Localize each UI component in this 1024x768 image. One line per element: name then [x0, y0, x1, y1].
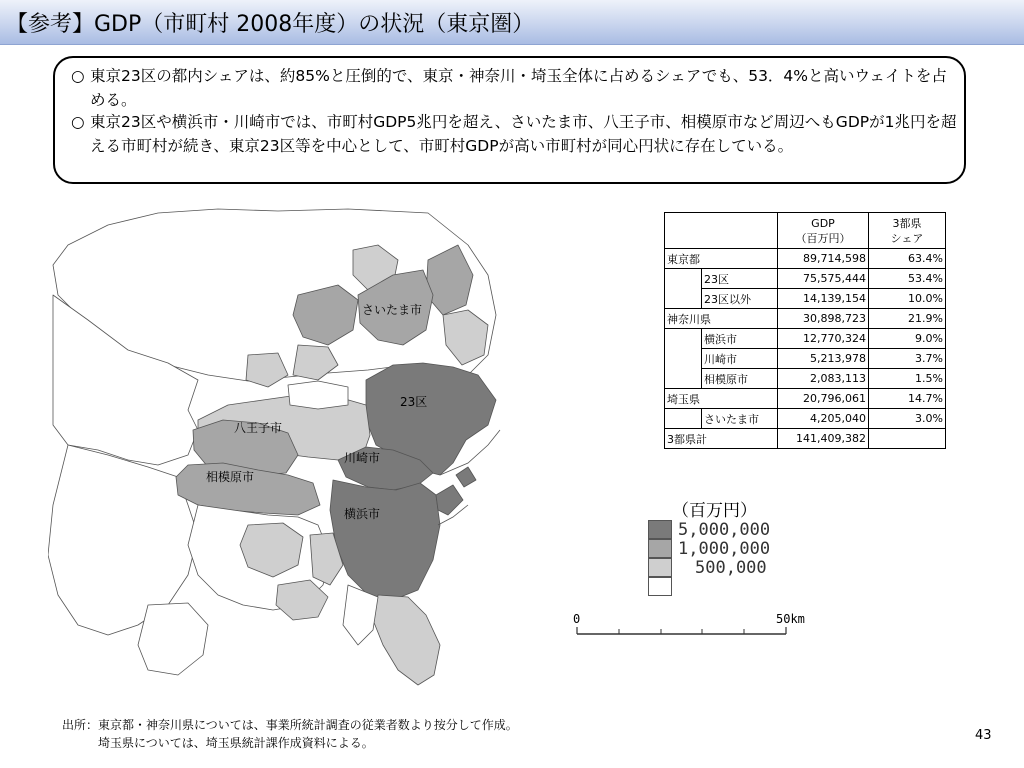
map-label-kawasaki: 川崎市 — [344, 451, 381, 465]
table-cell-gdp: 89,714,598 — [778, 249, 869, 269]
map-region — [373, 595, 440, 685]
table-cell-name: 神奈川県 — [665, 309, 778, 329]
table-cell-name: 相模原市 — [702, 369, 778, 389]
table-indent — [665, 349, 702, 369]
table-cell-name: 23区 — [702, 269, 778, 289]
table-cell-gdp: 14,139,154 — [778, 289, 869, 309]
table-cell-gdp: 30,898,723 — [778, 309, 869, 329]
table-indent — [665, 409, 702, 429]
table-header-blank — [665, 213, 778, 249]
source-line-1: 出所：東京都・神奈川県については、事業所統計調査の従業者数より按分して作成。 — [62, 718, 518, 732]
table-row — [665, 329, 946, 349]
map-legend — [648, 496, 808, 606]
table-cell-name: 東京都 — [665, 249, 778, 269]
table-row — [665, 429, 946, 449]
table-cell-share: 3.0% — [869, 409, 946, 429]
table-cell-gdp: 20,796,061 — [778, 389, 869, 409]
legend-swatch — [648, 577, 672, 596]
legend-swatch — [648, 539, 672, 558]
table-header-gdp — [778, 213, 869, 249]
scale-bar-graphic — [570, 612, 820, 640]
map-label-hachioji: 八王子市 — [234, 421, 283, 435]
bullet-mark: ○ — [71, 113, 85, 131]
table-cell-share: 1.5% — [869, 369, 946, 389]
scale-start: 0 — [573, 612, 581, 626]
table-cell-share: 10.0% — [869, 289, 946, 309]
table-cell-name: 埼玉県 — [665, 389, 778, 409]
map-label-sagamihara: 相模原市 — [206, 470, 255, 484]
table-cell-name: 23区以外 — [702, 289, 778, 309]
map-region — [436, 485, 463, 515]
summary-bullet-2 — [71, 110, 957, 158]
legend-value: 500,000 — [695, 558, 767, 578]
table-header-share — [869, 213, 946, 249]
table-cell-name: さいたま市 — [702, 409, 778, 429]
map-region — [288, 381, 348, 409]
table-cell-share — [869, 429, 946, 449]
table-cell-share: 53.4% — [869, 269, 946, 289]
table-cell-gdp: 12,770,324 — [778, 329, 869, 349]
map-region — [330, 480, 440, 600]
source-line-2: 埼玉県については、埼玉県統計課作成資料による。 — [98, 736, 374, 750]
page-number: 43 — [975, 728, 992, 743]
gdp-map — [48, 205, 508, 697]
table-cell-share: 63.4% — [869, 249, 946, 269]
table-header-share-line2: シェア — [890, 231, 924, 245]
map-region — [456, 467, 476, 487]
bullet-mark: ○ — [71, 67, 85, 85]
summary-bullet-2-text: 東京23区や横浜市・川崎市では、市町村GDP5兆円を超え、さいたま市、八王子市、相模原市など周辺へもGDPが1兆円を超える市町村が続き、東京23区等を中心として、市町村GDPが高い市町村が同心円状に存在している。 — [90, 113, 957, 155]
page-title: 【参考】GDP（市町村 2008年度）の状況（東京圏） — [6, 12, 535, 37]
table-cell-share: 14.7% — [869, 389, 946, 409]
map-label-yokohama: 横浜市 — [344, 507, 381, 521]
table-cell-name: 横浜市 — [702, 329, 778, 349]
title-bar — [0, 0, 1024, 45]
table-cell-share: 3.7% — [869, 349, 946, 369]
table-indent — [665, 289, 702, 309]
table-cell-name: 川崎市 — [702, 349, 778, 369]
table-cell-gdp: 141,409,382 — [778, 429, 869, 449]
gdp-table — [664, 212, 946, 449]
summary-bullet-1-text: 東京23区の都内シェアは、約85%と圧倒的で、東京・神奈川・埼玉全体に占めるシェアでも、53．4%と高いウェイトを占める。 — [90, 67, 947, 109]
scale-end: 50km — [776, 612, 805, 626]
source-note — [62, 716, 518, 752]
summary-bullet-1 — [71, 64, 957, 112]
table-cell-gdp: 2,083,113 — [778, 369, 869, 389]
map-label-23ku: 23区 — [400, 395, 428, 409]
legend-swatch — [648, 558, 672, 577]
table-cell-share: 21.9% — [869, 309, 946, 329]
map-label-saitama: さいたま市 — [362, 303, 423, 317]
map-region — [138, 603, 208, 675]
table-indent — [665, 329, 702, 349]
legend-swatch — [648, 520, 672, 539]
legend-value: 1,000,000 — [678, 539, 771, 559]
table-indent — [665, 269, 702, 289]
table-row — [665, 369, 946, 389]
table-header-row — [665, 213, 946, 249]
table-cell-name: 3都県計 — [665, 429, 778, 449]
table-row — [665, 389, 946, 409]
table-header-gdp-line2: （百万円） — [795, 231, 851, 245]
table-cell-gdp: 4,205,040 — [778, 409, 869, 429]
map-svg — [48, 205, 508, 697]
table-row — [665, 309, 946, 329]
table-row — [665, 269, 946, 289]
table-cell-gdp: 75,575,444 — [778, 269, 869, 289]
legend-unit: （百万円） — [672, 501, 757, 521]
table-row — [665, 409, 946, 429]
table-indent — [665, 369, 702, 389]
table-row — [665, 349, 946, 369]
legend-value: 5,000,000 — [678, 520, 771, 540]
scale-bar — [570, 612, 820, 640]
table-row — [665, 289, 946, 309]
table-cell-share: 9.0% — [869, 329, 946, 349]
table-row — [665, 249, 946, 269]
summary-box — [53, 56, 966, 184]
table-header-share-line1: 3都県 — [892, 216, 922, 230]
table-header-gdp-line1: GDP — [811, 216, 835, 230]
table-cell-gdp: 5,213,978 — [778, 349, 869, 369]
